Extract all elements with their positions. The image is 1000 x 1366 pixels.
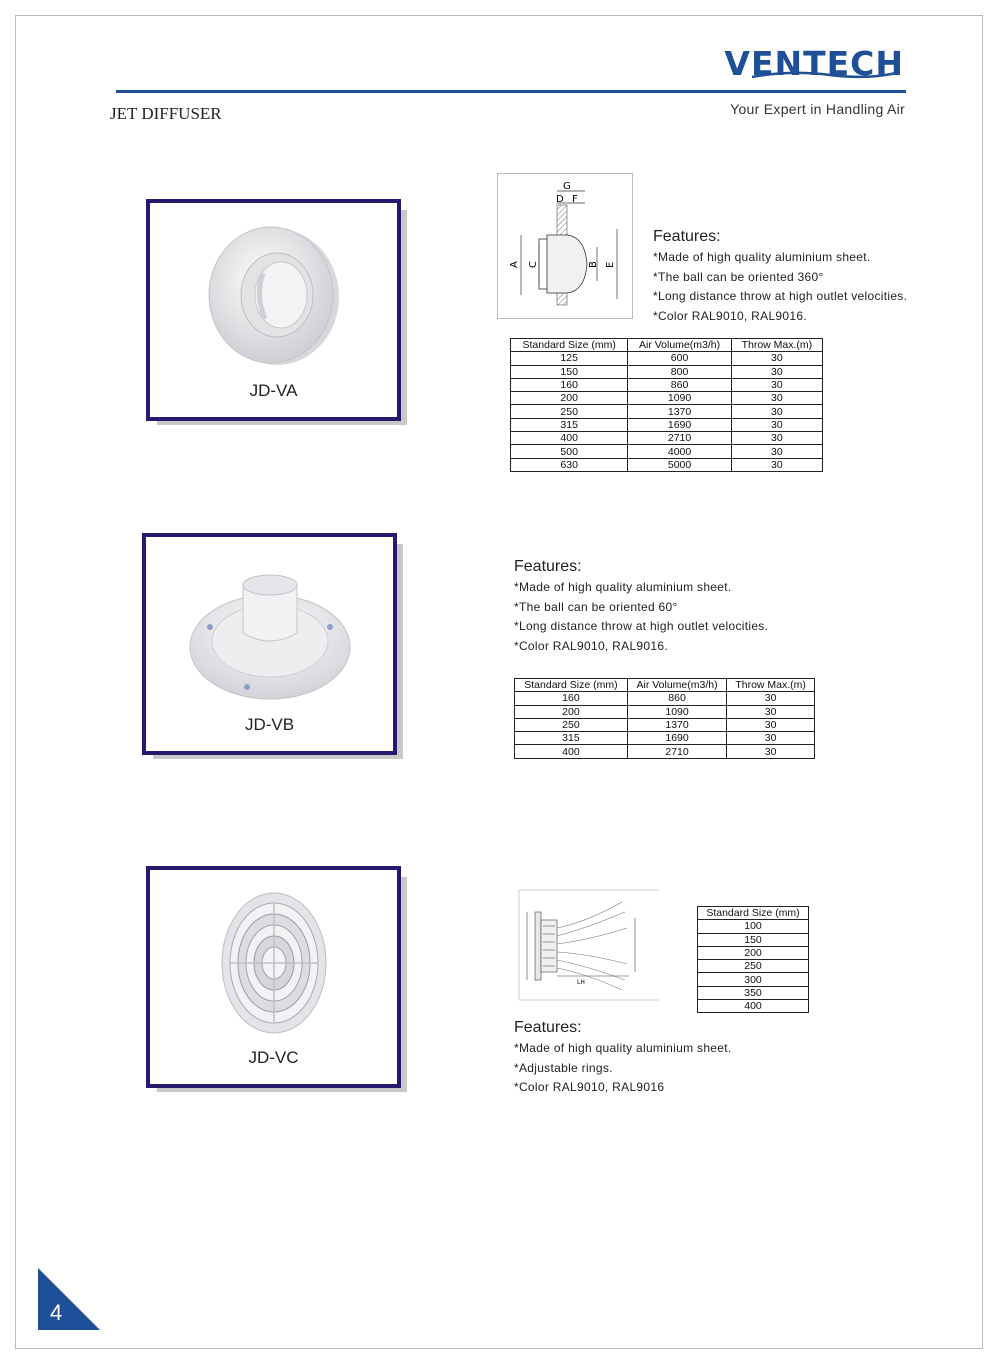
logo-swoosh-icon xyxy=(750,68,902,82)
features-title: Features: xyxy=(653,228,721,245)
table-cell: 400 xyxy=(515,745,628,758)
table-row xyxy=(511,365,823,378)
table-cell: 30 xyxy=(731,392,822,405)
feature-line: *Made of high quality aluminium sheet. xyxy=(653,250,871,264)
table-row xyxy=(511,405,823,418)
table-row xyxy=(515,705,815,718)
feature-line: *Made of high quality aluminium sheet. xyxy=(514,1041,732,1055)
table-cell: 315 xyxy=(511,418,628,431)
table-cell: 800 xyxy=(628,365,731,378)
table-cell: 150 xyxy=(698,933,809,946)
table-row xyxy=(515,718,815,731)
table-cell: 1370 xyxy=(628,405,731,418)
features-jd-vb xyxy=(514,558,768,657)
table-cell: 1370 xyxy=(627,718,726,731)
table-cell: 600 xyxy=(628,352,731,365)
table-row xyxy=(511,445,823,458)
page-number: 4 xyxy=(50,1300,63,1325)
table-cell: 30 xyxy=(727,705,815,718)
table-header: Air Volume(m3/h) xyxy=(627,679,726,692)
drawing-label-lh: LH xyxy=(577,979,585,986)
feature-line: *Long distance throw at high outlet velocities. xyxy=(514,619,769,634)
table-cell: 5000 xyxy=(628,458,731,471)
features-title: Features: xyxy=(514,1019,582,1036)
table-cell: 200 xyxy=(698,946,809,959)
drawing-label-b: B xyxy=(588,261,599,268)
model-label: JD-VA xyxy=(249,381,298,400)
table-cell: 30 xyxy=(727,732,815,745)
table-cell: 30 xyxy=(731,445,822,458)
spec-table-jd-vc xyxy=(697,906,809,1013)
table-cell: 860 xyxy=(628,378,731,391)
table-cell: 200 xyxy=(511,392,628,405)
table-cell: 860 xyxy=(627,692,726,705)
spec-table-jd-vb xyxy=(514,678,815,759)
jd-vc-product-image xyxy=(219,888,329,1038)
table-row xyxy=(698,1000,809,1013)
table-cell: 4000 xyxy=(628,445,731,458)
table-row xyxy=(515,732,815,745)
features-title: Features: xyxy=(514,558,582,575)
table-row xyxy=(511,418,823,431)
table-cell: 30 xyxy=(731,365,822,378)
table-cell: 30 xyxy=(731,432,822,445)
table-cell: 300 xyxy=(698,973,809,986)
drawing-label-e: E xyxy=(605,261,616,268)
feature-line: *Color RAL9010, RAL9016 xyxy=(514,1080,665,1095)
table-cell: 160 xyxy=(511,378,628,391)
page-title: JET DIFFUSER xyxy=(110,104,222,123)
table-header: Standard Size (mm) xyxy=(698,907,809,920)
table-row xyxy=(698,986,809,999)
table-cell: 2710 xyxy=(628,432,731,445)
product-card-jd-vb xyxy=(142,533,397,755)
table-cell: 30 xyxy=(731,458,822,471)
tagline: Your Expert in Handling Air xyxy=(730,101,905,117)
table-cell: 30 xyxy=(731,378,822,391)
jd-vc-dimension-drawing xyxy=(517,888,660,1002)
spec-table-jd-va xyxy=(510,338,823,472)
table-cell: 630 xyxy=(511,458,628,471)
table-cell: 250 xyxy=(698,960,809,973)
table-row xyxy=(511,458,823,471)
table-cell: 30 xyxy=(731,418,822,431)
table-header: Standard Size (mm) xyxy=(511,339,628,352)
table-cell: 250 xyxy=(515,718,628,731)
header-rule xyxy=(116,90,906,93)
features-jd-vc xyxy=(514,1019,732,1098)
feature-line: *The ball can be oriented 360° xyxy=(653,269,824,284)
drawing-label-a: A xyxy=(509,261,520,268)
table-row xyxy=(698,933,809,946)
drawing-label-d: D xyxy=(556,194,564,205)
table-cell: 400 xyxy=(698,1000,809,1013)
table-cell: 30 xyxy=(731,405,822,418)
drawing-label-g: G xyxy=(563,181,571,192)
table-row xyxy=(698,920,809,933)
table-cell: 200 xyxy=(515,705,628,718)
page-number-badge xyxy=(38,1268,100,1330)
table-row xyxy=(511,378,823,391)
model-label: JD-VB xyxy=(244,715,295,734)
table-cell: 160 xyxy=(515,692,628,705)
table-cell: 30 xyxy=(731,352,822,365)
ventech-logo: VENTECH xyxy=(724,44,904,83)
table-cell: 2710 xyxy=(627,745,726,758)
table-row xyxy=(515,745,815,758)
jd-va-dimension-drawing xyxy=(497,173,633,319)
product-card-jd-va xyxy=(146,199,401,421)
product-card-jd-vc xyxy=(146,866,401,1088)
table-cell: 30 xyxy=(727,745,815,758)
jd-va-product-image xyxy=(199,221,349,371)
jd-vb-product-image xyxy=(185,567,355,707)
table-row xyxy=(511,432,823,445)
feature-line: *The ball can be oriented 60° xyxy=(514,599,678,614)
table-cell: 1690 xyxy=(627,732,726,745)
table-header: Throw Max.(m) xyxy=(727,679,815,692)
model-label: JD-VC xyxy=(248,1048,299,1067)
table-cell: 350 xyxy=(698,986,809,999)
table-cell: 250 xyxy=(511,405,628,418)
table-header: Air Volume(m3/h) xyxy=(628,339,731,352)
table-header: Standard Size (mm) xyxy=(515,679,628,692)
table-cell: 1690 xyxy=(628,418,731,431)
feature-line: *Color RAL9010, RAL9016. xyxy=(514,639,668,654)
features-jd-va xyxy=(653,228,907,327)
table-cell: 30 xyxy=(727,718,815,731)
table-cell: 1090 xyxy=(627,705,726,718)
table-cell: 30 xyxy=(727,692,815,705)
table-cell: 315 xyxy=(515,732,628,745)
feature-line: *Long distance throw at high outlet velocities. xyxy=(653,289,908,304)
table-row xyxy=(511,352,823,365)
table-cell: 150 xyxy=(511,365,628,378)
table-row xyxy=(698,960,809,973)
table-cell: 1090 xyxy=(628,392,731,405)
table-header: Throw Max.(m) xyxy=(731,339,822,352)
table-cell: 100 xyxy=(698,920,809,933)
table-row xyxy=(515,692,815,705)
feature-line: *Color RAL9010, RAL9016. xyxy=(653,309,807,324)
feature-line: *Adjustable rings. xyxy=(514,1060,613,1075)
feature-line: *Made of high quality aluminium sheet. xyxy=(514,580,732,594)
table-cell: 125 xyxy=(511,352,628,365)
table-row xyxy=(511,392,823,405)
drawing-label-c: C xyxy=(528,261,539,268)
table-row xyxy=(698,946,809,959)
table-row xyxy=(698,973,809,986)
drawing-label-f: F xyxy=(572,194,578,205)
table-cell: 400 xyxy=(511,432,628,445)
table-cell: 500 xyxy=(511,445,628,458)
